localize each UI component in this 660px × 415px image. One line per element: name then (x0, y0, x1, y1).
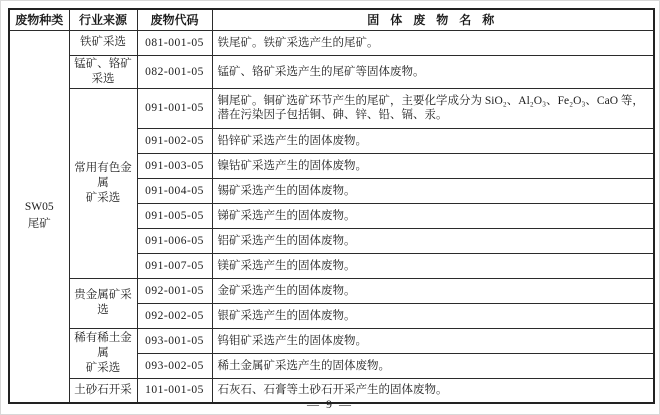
waste-name-cell: 锡矿采选产生的固体废物。 (212, 178, 654, 203)
waste-name-cell: 铅锌矿采选产生的固体废物。 (212, 128, 654, 153)
table-body (9, 30, 654, 403)
waste-name-cell: 铝矿采选产生的固体废物。 (212, 228, 654, 253)
waste-name-cell: 银矿采选产生的固体废物。 (212, 303, 654, 328)
waste-code-cell: 091-003-05 (137, 153, 212, 178)
industry-source-cell: 土砂石开采 (69, 378, 137, 403)
waste-name-cell: 稀土金属矿采选产生的固体废物。 (212, 353, 654, 378)
col-header-waste-category: 废物种类 (9, 9, 69, 30)
page-number: — 9 — (307, 397, 353, 411)
table-row (9, 278, 654, 303)
waste-name-cell: 石灰石、石膏等土砂石开采产生的固体废物。 (212, 378, 654, 403)
waste-category-cell: SW05 尾矿 (9, 30, 69, 403)
waste-code-cell: 091-005-05 (137, 203, 212, 228)
industry-source-cell: 锰矿、铬矿采选 (69, 55, 137, 88)
table-row (9, 88, 654, 128)
waste-name-cell: 锰矿、铬矿采选产生的尾矿等固体废物。 (212, 55, 654, 88)
waste-code-cell: 093-001-05 (137, 328, 212, 353)
solid-waste-table (8, 8, 655, 404)
industry-source-cell: 贵金属矿采选 (69, 278, 137, 328)
waste-code-cell: 092-002-05 (137, 303, 212, 328)
col-header-waste-code: 废物代码 (137, 9, 212, 30)
waste-code-cell: 101-001-05 (137, 378, 212, 403)
col-header-industry-source: 行业来源 (69, 9, 137, 30)
waste-code-cell: 092-001-05 (137, 278, 212, 303)
col-header-waste-name: 固 体 废 物 名 称 (212, 9, 654, 30)
waste-name-cell: 金矿采选产生的固体废物。 (212, 278, 654, 303)
waste-code-cell: 093-002-05 (137, 353, 212, 378)
waste-code-cell: 091-002-05 (137, 128, 212, 153)
waste-name-cell: 锑矿采选产生的固体废物。 (212, 203, 654, 228)
waste-code-cell: 091-006-05 (137, 228, 212, 253)
waste-name-cell: 铁尾矿。铁矿采选产生的尾矿。 (212, 30, 654, 55)
industry-source-cell: 稀有稀土金属 矿采选 (69, 328, 137, 378)
waste-code-cell: 081-001-05 (137, 30, 212, 55)
table-row (9, 55, 654, 88)
waste-name-cell: 钨钼矿采选产生的固体废物。 (212, 328, 654, 353)
table-row (9, 30, 654, 55)
waste-code-cell: 091-001-05 (137, 88, 212, 128)
waste-name-cell: 镍钴矿采选产生的固体废物。 (212, 153, 654, 178)
table-row (9, 328, 654, 353)
waste-code-cell: 082-001-05 (137, 55, 212, 88)
industry-source-cell: 铁矿采选 (69, 30, 137, 55)
table-header-row (9, 9, 654, 30)
industry-source-cell: 常用有色金属 矿采选 (69, 88, 137, 278)
waste-name-cell: 铜尾矿。铜矿选矿环节产生的尾矿，主要化学成分为 SiO₂、Al₂O₃、Fe₂O₃、CaO 等，潜在污染因子包括铜、砷、锌、铅、镉、汞。 (212, 88, 654, 128)
waste-code-cell: 091-007-05 (137, 253, 212, 278)
waste-name-cell: 镁矿采选产生的固体废物。 (212, 253, 654, 278)
waste-code-cell: 091-004-05 (137, 178, 212, 203)
